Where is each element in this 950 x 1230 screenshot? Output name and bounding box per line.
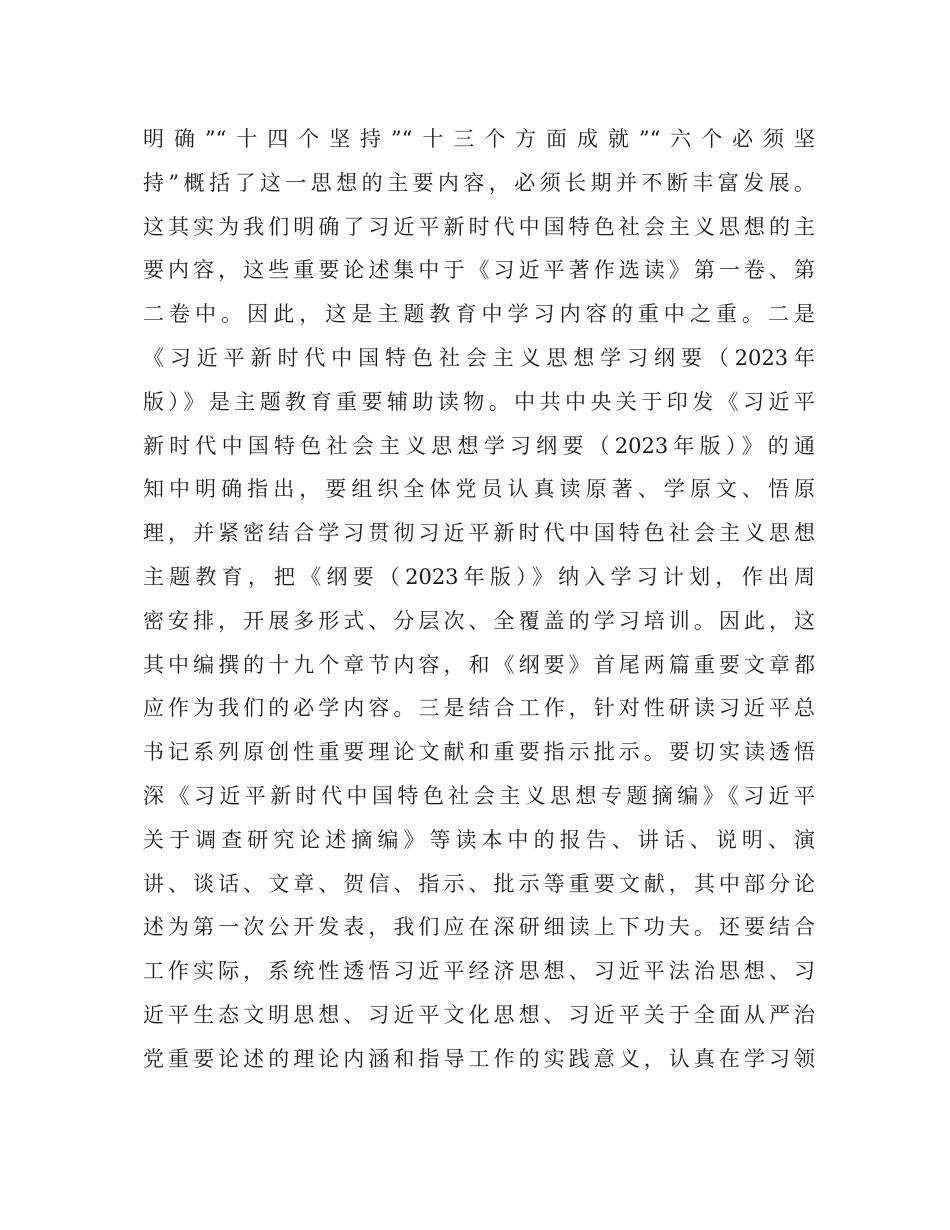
text-line: 《习近平新时代中国特色社会主义思想学习纲要（2023年 [143, 345, 815, 370]
text-line: 讲、谈话、文章、贺信、指示、批示等重要文献，其中部分论 [143, 871, 815, 896]
text-line: 这其实为我们明确了习近平新时代中国特色社会主义思想的主 [143, 214, 815, 239]
text-line: 党重要论述的理论内涵和指导工作的实践意义，认真在学习领 [143, 1046, 815, 1071]
text-line: 其中编撰的十九个章节内容，和《纲要》首尾两篇重要文章都 [143, 652, 815, 677]
text-line: 近平生态文明思想、习近平文化思想、习近平关于全面从严治 [143, 1002, 815, 1027]
text-line: 书记系列原创性重要理论文献和重要指示批示。要切实读透悟 [143, 740, 815, 765]
text-line: 二卷中。因此，这是主题教育中学习内容的重中之重。二是 [143, 302, 815, 327]
text-line: 理，并紧密结合学习贯彻习近平新时代中国特色社会主义思想 [143, 521, 815, 546]
text-line: 新时代中国特色社会主义思想学习纲要（2023年版）》的通 [143, 433, 815, 458]
text-line: 深《习近平新时代中国特色社会主义思想专题摘编》《习近平 [143, 783, 815, 808]
text-line: 要内容，这些重要论述集中于《习近平著作选读》第一卷、第 [143, 258, 815, 283]
text-line: 关于调查研究论述摘编》等读本中的报告、讲话、说明、演 [143, 827, 815, 852]
text-line: 持”概括了这一思想的主要内容，必须长期并不断丰富发展。 [143, 170, 815, 195]
body-paragraph [143, 118, 815, 1082]
text-line: 知中明确指出，要组织全体党员认真读原著、学原文、悟原 [143, 477, 815, 502]
text-line: 述为第一次公开发表，我们应在深研细读上下功夫。还要结合 [143, 915, 815, 940]
text-line: 明确”“十四个坚持”“十三个方面成就”“六个必须坚 [143, 127, 815, 151]
text-line: 主题教育，把《纲要（2023年版）》纳入学习计划，作出周 [143, 564, 815, 589]
text-line: 密安排，开展多形式、分层次、全覆盖的学习培训。因此，这 [143, 608, 815, 633]
text-line: 应作为我们的必学内容。三是结合工作，针对性研读习近平总 [143, 696, 815, 721]
text-line: 版）》是主题教育重要辅助读物。中共中央关于印发《习近平 [143, 389, 815, 414]
text-line: 工作实际，系统性透悟习近平经济思想、习近平法治思想、习 [143, 959, 815, 984]
